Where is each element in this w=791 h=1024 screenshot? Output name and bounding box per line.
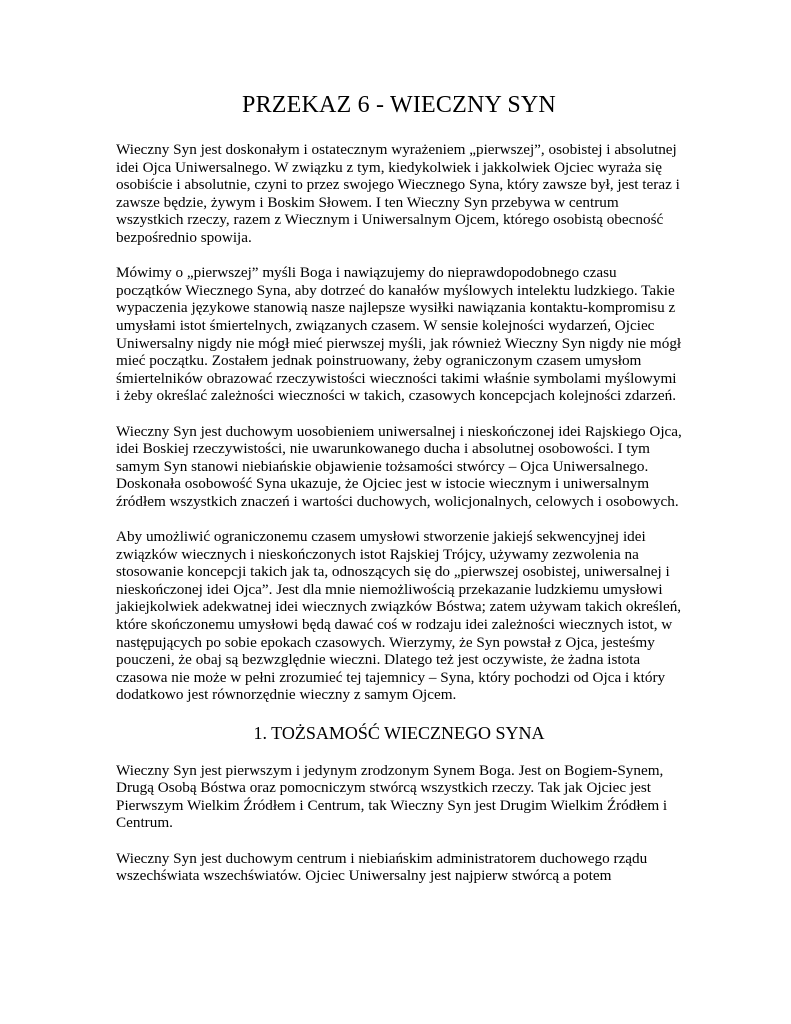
paragraph: Aby umożliwić ograniczonemu czasem umysłowi stworzenie jakiejś sekwencyjnej idei związków wiecznych i nieskończonych istot Rajskiej Trójcy, używamy zezwolenia na stosowanie koncepcji takich jak ta, odnoszących się do „pierwszej osobistej, uniwersalnej i nieskończonej idei Ojca”. Jest dla mnie niemożliwością przekazanie ludzkiemu umysłowi jakiejkolwiek adekwatnej idei wiecznych związków Bóstwa; zatem używam takich określeń, które skończonemu umysłowi będą dawać coś w rodzaju idei zależności wiecznych istot, w następujących po sobie epokach czasowych. Wierzymy, że Syn powstał z Ojca, jesteśmy pouczeni, że obaj są bezwzględnie wieczni. Dlatego też jest oczywiste, że żadna istota czasowa nie może w pełni zrozumieć tej tajemnicy – Syna, który pochodzi od Ojca i który dodatkowo jest równorzędnie wieczny z samym Ojcem.: [116, 528, 682, 704]
document-page: [116, 90, 682, 902]
page-title: PRZEKAZ 6 - WIECZNY SYN: [242, 92, 556, 118]
paragraph: Wieczny Syn jest duchowym uosobieniem uniwersalnej i nieskończonej idei Rajskiego Ojca, idei Boskiej rzeczywistości, nie uwarunkowanego ducha i absolutnej osobowości. I tym samym Syn stanowi niebiańskie objawienie tożsamości stwórcy – Ojca Uniwersalnego. Doskonała osobowość Syna ukazuje, że Ojciec jest w istocie wiecznym i uniwersalnym źródłem wszystkich znaczeń i wartości duchowych, wolicjonalnych, celowych i osobowych.: [116, 422, 682, 510]
paragraph: Wieczny Syn jest doskonałym i ostatecznym wyrażeniem „pierwszej”, osobistej i absolutnej idei Ojca Uniwersalnego. W związku z tym, kiedykolwiek i jakkolwiek Ojciec wyraża się osobiście i absolutnie, czyni to przez swojego Wiecznego Syna, który zawsze był, jest teraz i zawsze będzie, żywym i Boskim Słowem. I ten Wieczny Syn przebywa w centrum wszystkich rzeczy, razem z Wiecznym i Uniwersalnym Ojcem, którego osobistą obecność bezpośrednio spowija.: [116, 141, 680, 246]
paragraph: Wieczny Syn jest pierwszym i jedynym zrodzonym Synem Boga. Jest on Bogiem-Synem, Drugą Osobą Bóstwa oraz pomocniczym stwórcą wszystkich rzeczy. Tak jak Ojciec jest Pierwszym Wielkim Źródłem i Centrum, tak Wieczny Syn jest Drugim Wielkim Źródłem i Centrum.: [116, 761, 668, 832]
paragraph: Wieczny Syn jest duchowym centrum i niebiańskim administratorem duchowego rządu wszechświata wszechświatów. Ojciec Uniwersalny jest najpierw stwórcą a potem: [116, 849, 648, 885]
paragraph: Mówimy o „pierwszej” myśli Boga i nawiązujemy do nieprawdopodobnego czasu początków Wiecznego Syna, aby dotrzeć do kanałów myślowych intelektu ludzkiego. Takie wypaczenia językowe stanowią nasze najlepsze wysiłki nawiązania kontaktu-kompromisu z umysłami istot śmiertelnych, związanych czasem. W sensie kolejności wydarzeń, Ojciec Uniwersalny nigdy nie mógł mieć pierwszej myśli, jak również Wieczny Syn nigdy nie mógł mieć początku. Zostałem jednak poinstruowany, żeby ograniczonym czasem umysłom śmiertelników obrazować rzeczywistości wieczności takimi właśnie symbolami myślowymi i żeby określać zależności wieczności w takich, czasowych koncepcjach kolejności zdarzeń.: [116, 264, 682, 405]
section-heading: 1. TOŻSAMOŚĆ WIECZNEGO SYNA: [253, 722, 545, 743]
